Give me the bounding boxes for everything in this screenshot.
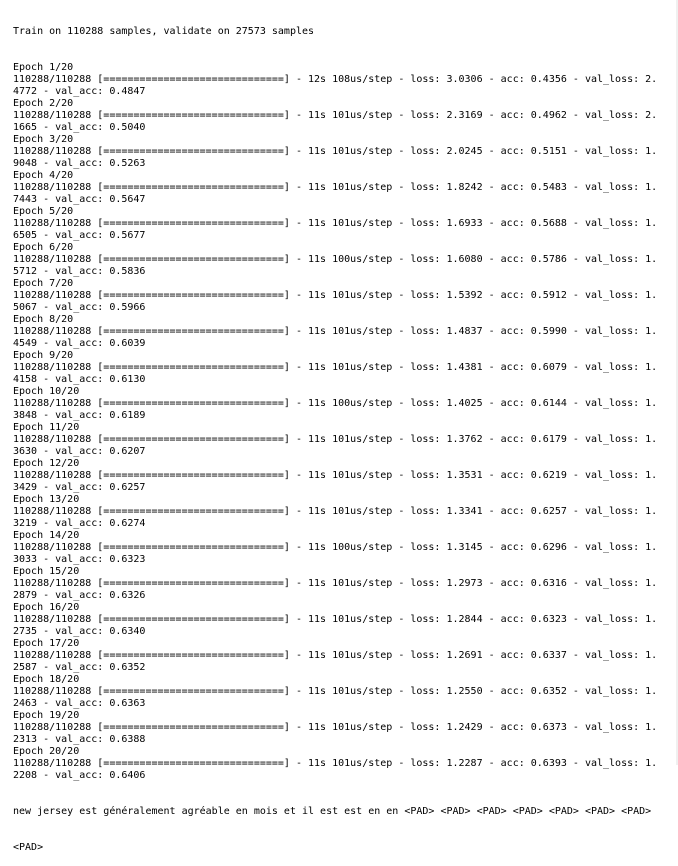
epoch-progress-line: 110288/110288 [==============================] - 11s 101us/step - loss: 1.2429 - acc: 0.6373 - val_loss: 1. xyxy=(13,722,658,733)
epoch-progress-line: 110288/110288 [==============================] - 11s 101us/step - loss: 1.3531 - acc: 0.6219 - val_loss: 1. xyxy=(13,470,658,481)
epoch-progress-line-continued: 3848 - val_acc: 0.6189 xyxy=(13,410,146,421)
prediction-output-line-continued: <PAD> xyxy=(13,842,44,853)
epoch-label: Epoch 19/20 xyxy=(13,710,80,721)
epoch-progress-line-continued: 5712 - val_acc: 0.5836 xyxy=(13,266,146,277)
epoch-label: Epoch 4/20 xyxy=(13,170,74,181)
epoch-progress-line: 110288/110288 [==============================] - 11s 101us/step - loss: 1.3762 - acc: 0.6179 - val_loss: 1. xyxy=(13,434,658,445)
epoch-progress-line-continued: 2313 - val_acc: 0.6388 xyxy=(13,734,146,745)
epoch-label: Epoch 13/20 xyxy=(13,494,80,505)
epoch-label: Epoch 15/20 xyxy=(13,566,80,577)
epoch-progress-line: 110288/110288 [==============================] - 11s 101us/step - loss: 1.3341 - acc: 0.6257 - val_loss: 1. xyxy=(13,506,658,517)
epoch-progress-line: 110288/110288 [==============================] - 11s 101us/step - loss: 1.2550 - acc: 0.6352 - val_loss: 1. xyxy=(13,686,658,697)
epoch-progress-line: 110288/110288 [==============================] - 11s 100us/step - loss: 1.3145 - acc: 0.6296 - val_loss: 1. xyxy=(13,542,658,553)
epoch-label: Epoch 12/20 xyxy=(13,458,80,469)
epoch-progress-line-continued: 4772 - val_acc: 0.4847 xyxy=(13,86,146,97)
epoch-progress-line: 110288/110288 [==============================] - 11s 101us/step - loss: 2.0245 - acc: 0.5151 - val_loss: 1. xyxy=(13,146,658,157)
epoch-progress-line-continued: 3033 - val_acc: 0.6323 xyxy=(13,554,146,565)
epoch-label: Epoch 3/20 xyxy=(13,134,74,145)
epoch-label: Epoch 14/20 xyxy=(13,530,80,541)
epoch-progress-line: 110288/110288 [==============================] - 11s 100us/step - loss: 1.4025 - acc: 0.6144 - val_loss: 1. xyxy=(13,398,658,409)
epoch-progress-line: 110288/110288 [==============================] - 11s 101us/step - loss: 1.2844 - acc: 0.6323 - val_loss: 1. xyxy=(13,614,658,625)
epoch-progress-line: 110288/110288 [==============================] - 11s 101us/step - loss: 1.8242 - acc: 0.5483 - val_loss: 1. xyxy=(13,182,658,193)
epoch-label: Epoch 16/20 xyxy=(13,602,80,613)
epoch-progress-line-continued: 9048 - val_acc: 0.5263 xyxy=(13,158,146,169)
prediction-output-line: new jersey est généralement agréable en mois et il est est en en <PAD> <PAD> <PAD> <PAD> <PAD> <PAD> <PAD> xyxy=(13,806,652,817)
epoch-progress-line: 110288/110288 [==============================] - 11s 101us/step - loss: 1.2287 - acc: 0.6393 - val_loss: 1. xyxy=(13,758,658,769)
epoch-progress-line-continued: 3630 - val_acc: 0.6207 xyxy=(13,446,146,457)
epoch-label: Epoch 6/20 xyxy=(13,242,74,253)
epoch-progress-line: 110288/110288 [==============================] - 11s 101us/step - loss: 1.4837 - acc: 0.5990 - val_loss: 1. xyxy=(13,326,658,337)
epoch-progress-line-continued: 2463 - val_acc: 0.6363 xyxy=(13,698,146,709)
epoch-progress-line-continued: 4549 - val_acc: 0.6039 xyxy=(13,338,146,349)
epoch-progress-line-continued: 6505 - val_acc: 0.5677 xyxy=(13,230,146,241)
epoch-progress-line: 110288/110288 [==============================] - 11s 100us/step - loss: 1.6080 - acc: 0.5786 - val_loss: 1. xyxy=(13,254,658,265)
epoch-label: Epoch 7/20 xyxy=(13,278,74,289)
epoch-label: Epoch 5/20 xyxy=(13,206,74,217)
epoch-progress-line: 110288/110288 [==============================] - 11s 101us/step - loss: 1.2691 - acc: 0.6337 - val_loss: 1. xyxy=(13,650,658,661)
epoch-progress-line-continued: 5067 - val_acc: 0.5966 xyxy=(13,302,146,313)
epoch-label: Epoch 17/20 xyxy=(13,638,80,649)
epoch-progress-line: 110288/110288 [==============================] - 11s 101us/step - loss: 1.5392 - acc: 0.5912 - val_loss: 1. xyxy=(13,290,658,301)
epoch-progress-line-continued: 2587 - val_acc: 0.6352 xyxy=(13,662,146,673)
epoch-label: Epoch 1/20 xyxy=(13,62,74,73)
epoch-progress-line-continued: 2735 - val_acc: 0.6340 xyxy=(13,626,146,637)
training-header: Train on 110288 samples, validate on 27573 samples xyxy=(13,26,315,37)
epoch-label: Epoch 9/20 xyxy=(13,350,74,361)
epoch-label: Epoch 10/20 xyxy=(13,386,80,397)
epoch-label: Epoch 18/20 xyxy=(13,674,80,685)
epoch-progress-line: 110288/110288 [==============================] - 11s 101us/step - loss: 2.3169 - acc: 0.4962 - val_loss: 2. xyxy=(13,110,658,121)
epoch-log xyxy=(13,62,678,782)
epoch-progress-line-continued: 2879 - val_acc: 0.6326 xyxy=(13,590,146,601)
epoch-progress-line: 110288/110288 [==============================] - 11s 101us/step - loss: 1.4381 - acc: 0.6079 - val_loss: 1. xyxy=(13,362,658,373)
epoch-progress-line-continued: 7443 - val_acc: 0.5647 xyxy=(13,194,146,205)
epoch-label: Epoch 2/20 xyxy=(13,98,74,109)
epoch-progress-line-continued: 3219 - val_acc: 0.6274 xyxy=(13,518,146,529)
epoch-progress-line: 110288/110288 [==============================] - 11s 101us/step - loss: 1.6933 - acc: 0.5688 - val_loss: 1. xyxy=(13,218,658,229)
epoch-progress-line: 110288/110288 [==============================] - 12s 108us/step - loss: 3.0306 - acc: 0.4356 - val_loss: 2. xyxy=(13,74,658,85)
epoch-progress-line-continued: 1665 - val_acc: 0.5040 xyxy=(13,122,146,133)
epoch-label: Epoch 11/20 xyxy=(13,422,80,433)
epoch-progress-line-continued: 4158 - val_acc: 0.6130 xyxy=(13,374,146,385)
epoch-progress-line-continued: 2208 - val_acc: 0.6406 xyxy=(13,770,146,781)
epoch-label: Epoch 20/20 xyxy=(13,746,80,757)
epoch-progress-line: 110288/110288 [==============================] - 11s 101us/step - loss: 1.2973 - acc: 0.6316 - val_loss: 1. xyxy=(13,578,658,589)
epoch-progress-line-continued: 3429 - val_acc: 0.6257 xyxy=(13,482,146,493)
epoch-label: Epoch 8/20 xyxy=(13,314,74,325)
